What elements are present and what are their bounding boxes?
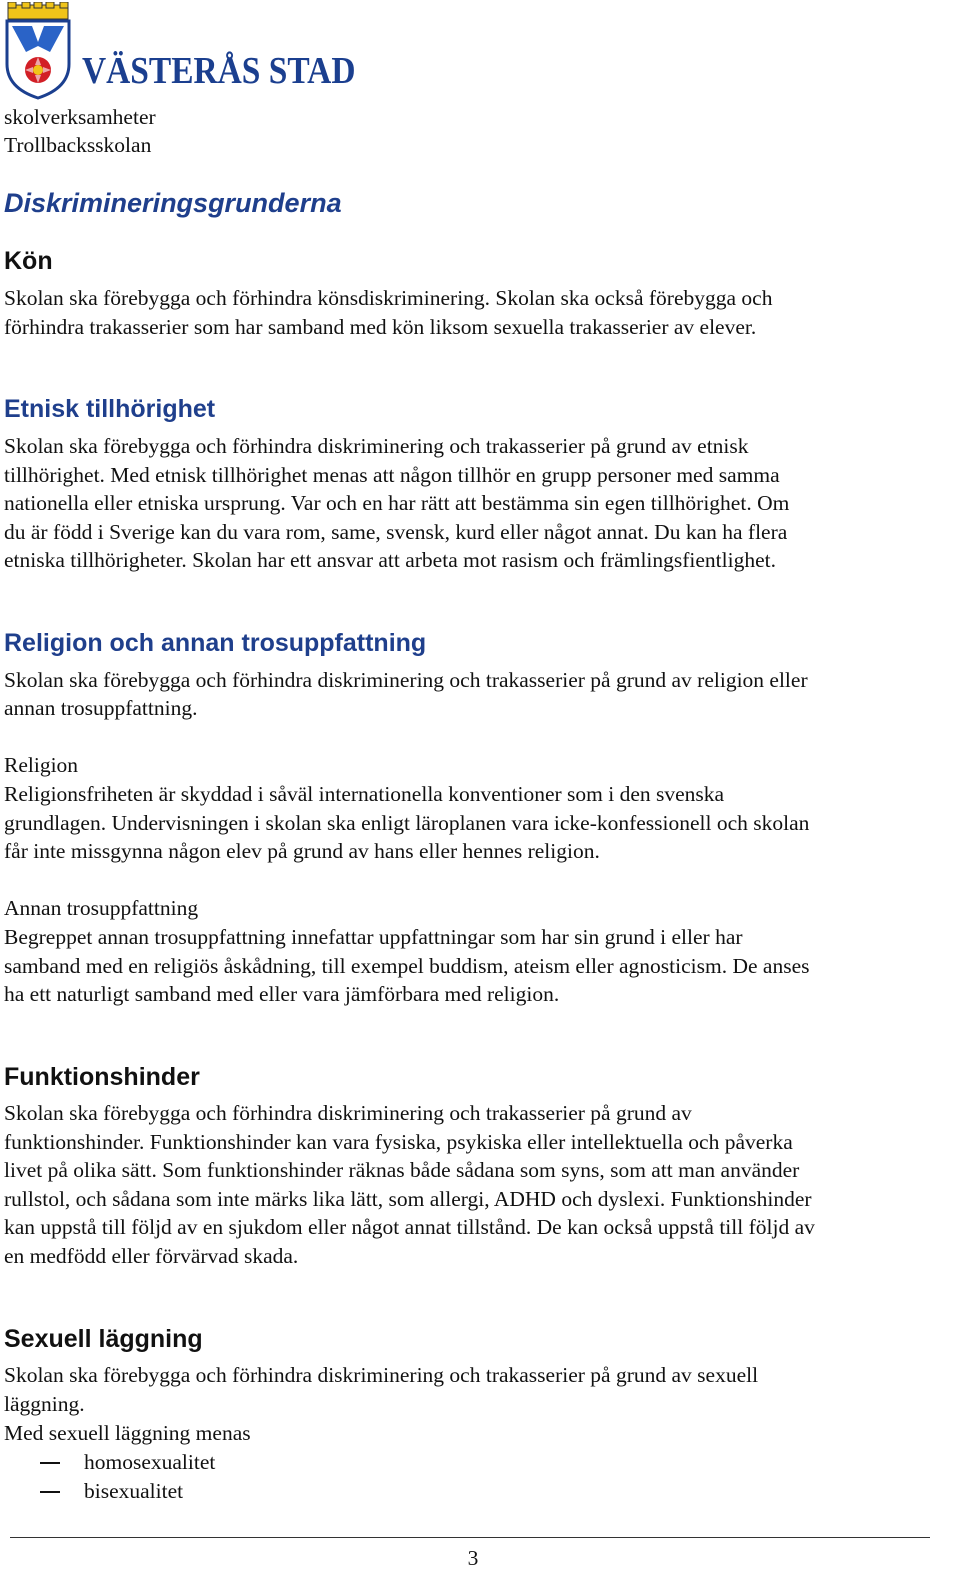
city-crest-icon bbox=[2, 2, 74, 100]
section-heading-etnisk: Etnisk tillhörighet bbox=[4, 395, 216, 423]
paragraph-line: etniska tillhörigheter. Skolan har ett ansvar att arbeta mot rasism och främlingsfientlighet. bbox=[4, 548, 776, 572]
list-item bbox=[40, 1477, 183, 1506]
section-heading-sexuell-laggning: Sexuell läggning bbox=[4, 1325, 203, 1353]
paragraph-line: funktionshinder. Funktionshinder kan vara fysiska, psykiska eller intellektuella och påverka bbox=[4, 1130, 793, 1154]
subheading-annan-trosuppfattning: Annan trosuppfattning bbox=[4, 896, 199, 920]
subheading-religion: Religion bbox=[4, 753, 79, 777]
vasteras-stad-logo bbox=[2, 2, 354, 100]
list-item-label: bisexualitet bbox=[84, 1479, 184, 1503]
paragraph-line: Skolan ska förebygga och förhindra könsdiskriminering. Skolan ska också förebygga och bbox=[4, 286, 773, 310]
paragraph-line: läggning. bbox=[4, 1392, 85, 1416]
paragraph-line: Skolan ska förebygga och förhindra diskriminering och trakasserier på grund av religion eller bbox=[4, 668, 808, 692]
logo-wordmark: VÄSTERÅS STAD bbox=[82, 50, 356, 92]
paragraph-line: grundlagen. Undervisningen i skolan ska enligt läroplanen vara icke-konfessionell och skolan bbox=[4, 811, 810, 835]
dash-bullet-icon bbox=[40, 1491, 60, 1493]
paragraph-line: tillhörighet. Med etnisk tillhörighet menas att någon tillhör en grupp personer med samma bbox=[4, 463, 780, 487]
paragraph-line: Skolan ska förebygga och förhindra diskriminering och trakasserier på grund av etnisk bbox=[4, 434, 749, 458]
paragraph-line: ha ett naturligt samband med eller vara jämförbara med religion. bbox=[4, 982, 560, 1006]
paragraph-line: samband med en religiös åskådning, till exempel buddism, ateism eller agnosticism. De anses bbox=[4, 954, 810, 978]
footer-divider bbox=[10, 1537, 930, 1538]
section-heading-religion: Religion och annan trosuppfattning bbox=[4, 629, 427, 657]
paragraph-line: livet på olika sätt. Som funktionshinder räknas både sådana som syns, som att man använder bbox=[4, 1158, 800, 1182]
paragraph-line: annan trosuppfattning. bbox=[4, 696, 198, 720]
paragraph-line: kan uppstå till följd av en sjukdom eller något annat tillstånd. De kan också uppstå till följd av bbox=[4, 1215, 815, 1239]
paragraph-line: Skolan ska förebygga och förhindra diskriminering och trakasserier på grund av sexuell bbox=[4, 1363, 759, 1387]
paragraph-line: du är född i Sverige kan du vara rom, same, svensk, kurd eller något annat. Du kan ha flera bbox=[4, 520, 788, 544]
document-title: Diskrimineringsgrunderna bbox=[4, 188, 342, 218]
paragraph-line: rullstol, och sådana som inte märks lika lätt, som allergi, ADHD och dyslexi. Funktionshinder bbox=[4, 1187, 812, 1211]
section-heading-funktionshinder: Funktionshinder bbox=[4, 1063, 200, 1091]
paragraph-line: förhindra trakasserier som har samband med kön liksom sexuella trakasserier av elever. bbox=[4, 315, 757, 339]
paragraph-line: Skolan ska förebygga och förhindra diskriminering och trakasserier på grund av bbox=[4, 1101, 692, 1125]
paragraph-line: får inte missgynna någon elev på grund av hans eller hennes religion. bbox=[4, 839, 600, 863]
paragraph-line: Religionsfriheten är skyddad i såväl internationella konventioner som i den svenska bbox=[4, 782, 725, 806]
paragraph-line: Med sexuell läggning menas bbox=[4, 1421, 251, 1445]
paragraph-line: en medfödd eller förvärvad skada. bbox=[4, 1244, 299, 1268]
section-heading-kon: Kön bbox=[4, 247, 53, 275]
paragraph-line: Begreppet annan trosuppfattning innefattar uppfattningar som har sin grund i eller har bbox=[4, 925, 743, 949]
list-item-label: homosexualitet bbox=[84, 1450, 216, 1474]
department-name: skolverksamheter bbox=[4, 105, 156, 129]
school-name: Trollbacksskolan bbox=[4, 133, 152, 157]
list-item bbox=[40, 1448, 215, 1477]
page-number: 3 bbox=[467, 1546, 479, 1570]
paragraph-line: nationella eller etniska ursprung. Var och en har rätt att bestämma sin egen tillhörighet. Om bbox=[4, 491, 790, 515]
dash-bullet-icon bbox=[40, 1462, 60, 1464]
